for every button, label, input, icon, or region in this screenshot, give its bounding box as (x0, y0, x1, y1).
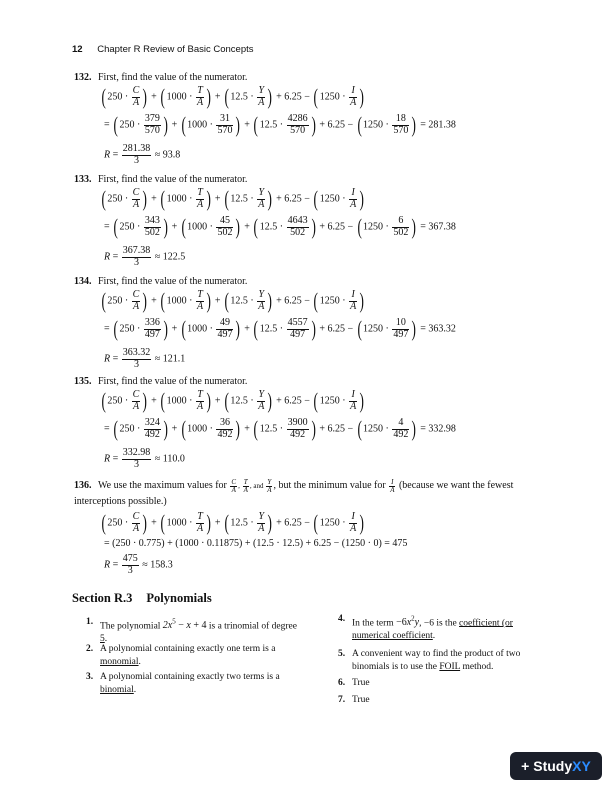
list-item: 7. True (338, 695, 370, 705)
page-number: 12 (72, 44, 83, 55)
numerator-substitution: = (250 · $\frac{324}{492}$ ) + (1000 · $\frac{36}{492}$ ) + (12.5 · $\frac{3900}{492}$ ) + 6.25 − (1250 · $\frac{4}{492}$ ) = 332.98 (104, 416, 456, 441)
studyxy-logo: + Study XY (510, 752, 602, 780)
list-item: 4. In the term $-6x^2y$, −6 is the coefficient (or numerical coefficient. (338, 614, 513, 642)
problem-intro: 132. First, find the value of the numerator. (74, 72, 248, 83)
numerator-substitution: = (250 · $\frac{336}{497}$ ) + (1000 · $\frac{49}{497}$ ) + (12.5 · $\frac{4557}{497}$ ) + 6.25 − (1250 · $\frac{10}{497}$ ) = 363.32 (104, 316, 456, 341)
list-item: 6. True (338, 678, 370, 688)
list-item: 5. A convenient way to find the product of two binomials is to use the FOIL method. (338, 649, 521, 672)
numerator-expression: (250 · $\frac{C}{A}$ ) + (1000 · $\frac{T}{A}$ ) + (12.5 · $\frac{Y}{A}$ ) + 6.25 − (1250 · $\frac{I}{A}$ ) (101, 388, 365, 413)
list-item: 2. A polynomial containing exactly one term is a monomial. (86, 644, 276, 667)
numerator-expression: (250 · $\frac{C}{A}$ ) + (1000 · $\frac{T}{A}$ ) + (12.5 · $\frac{Y}{A}$ ) + 6.25 − (1250 · $\frac{I}{A}$ ) (101, 510, 365, 535)
problem-intro: 133. First, find the value of the numerator. (74, 174, 248, 185)
problem-intro: 135. First, find the value of the numerator. (74, 376, 248, 387)
chapter-title: Chapter R Review of Basic Concepts (97, 44, 254, 55)
section-label: Section R.3 (72, 591, 133, 605)
numerator-expression: (250 · $\frac{C}{A}$ ) + (1000 · $\frac{T}{A}$ ) + (12.5 · $\frac{Y}{A}$ ) + 6.25 − (1250 · $\frac{I}{A}$ ) (101, 186, 365, 211)
numerator-expression: (250 · $\frac{C}{A}$ ) + (1000 · $\frac{T}{A}$ ) + (12.5 · $\frac{Y}{A}$ ) + 6.25 − (1250 · $\frac{I}{A}$ ) (101, 288, 365, 313)
result-line: R = $\frac{363.32}{3}$ ≈ 121.1 (104, 347, 186, 370)
section-heading (72, 591, 212, 606)
numerator-expression: (250 · $\frac{C}{A}$ ) + (1000 · $\frac{T}{A}$ ) + (12.5 · $\frac{Y}{A}$ ) + 6.25 − (1250 · $\frac{I}{A}$ ) (101, 84, 365, 109)
result-line: R = $\frac{332.98}{3}$ ≈ 110.0 (104, 447, 185, 470)
page-header (72, 44, 254, 55)
list-item: 3. A polynomial containing exactly two terms is a binomial. (86, 672, 280, 695)
result-line: R = $\frac{281.38}{3}$ ≈ 93.8 (104, 143, 181, 166)
numerator-substitution: = (250 · $\frac{379}{570}$ ) + (1000 · $\frac{31}{570}$ ) + (12.5 · $\frac{4286}{570}$ ) + 6.25 − (1250 · $\frac{18}{570}$ ) = 281.38 (104, 112, 456, 137)
result-line: R = $\frac{367.38}{3}$ ≈ 122.5 (104, 245, 186, 268)
numerator-substitution: = (250 · $\frac{343}{502}$ ) + (1000 · $\frac{45}{502}$ ) + (12.5 · $\frac{4643}{502}$ ) + 6.25 − (1250 · $\frac{6}{502}$ ) = 367.38 (104, 214, 456, 239)
numerator-substitution: = (250 · 0.775) + (1000 · 0.11875) + (12.5 · 12.5) + 6.25 − (1250 · 0) = 475 (104, 538, 408, 549)
result-line: R = $\frac{475}{3}$ ≈ 158.3 (104, 553, 173, 576)
section-title: Polynomials (146, 591, 212, 605)
problem-intro: 136. We use the maximum values for $\frac{C}{A}$ , $\frac{T}{A}$ , and $\frac{Y}{A}$ , but the minimum value for $\frac{I}{A}$ (because we want the fewest interceptions possible.) (74, 477, 514, 508)
list-item: 1. The polynomial $2x^5 - x + 4$ is a trinomial of degree 5. (86, 617, 297, 645)
problem-intro: 134. First, find the value of the numerator. (74, 276, 248, 287)
